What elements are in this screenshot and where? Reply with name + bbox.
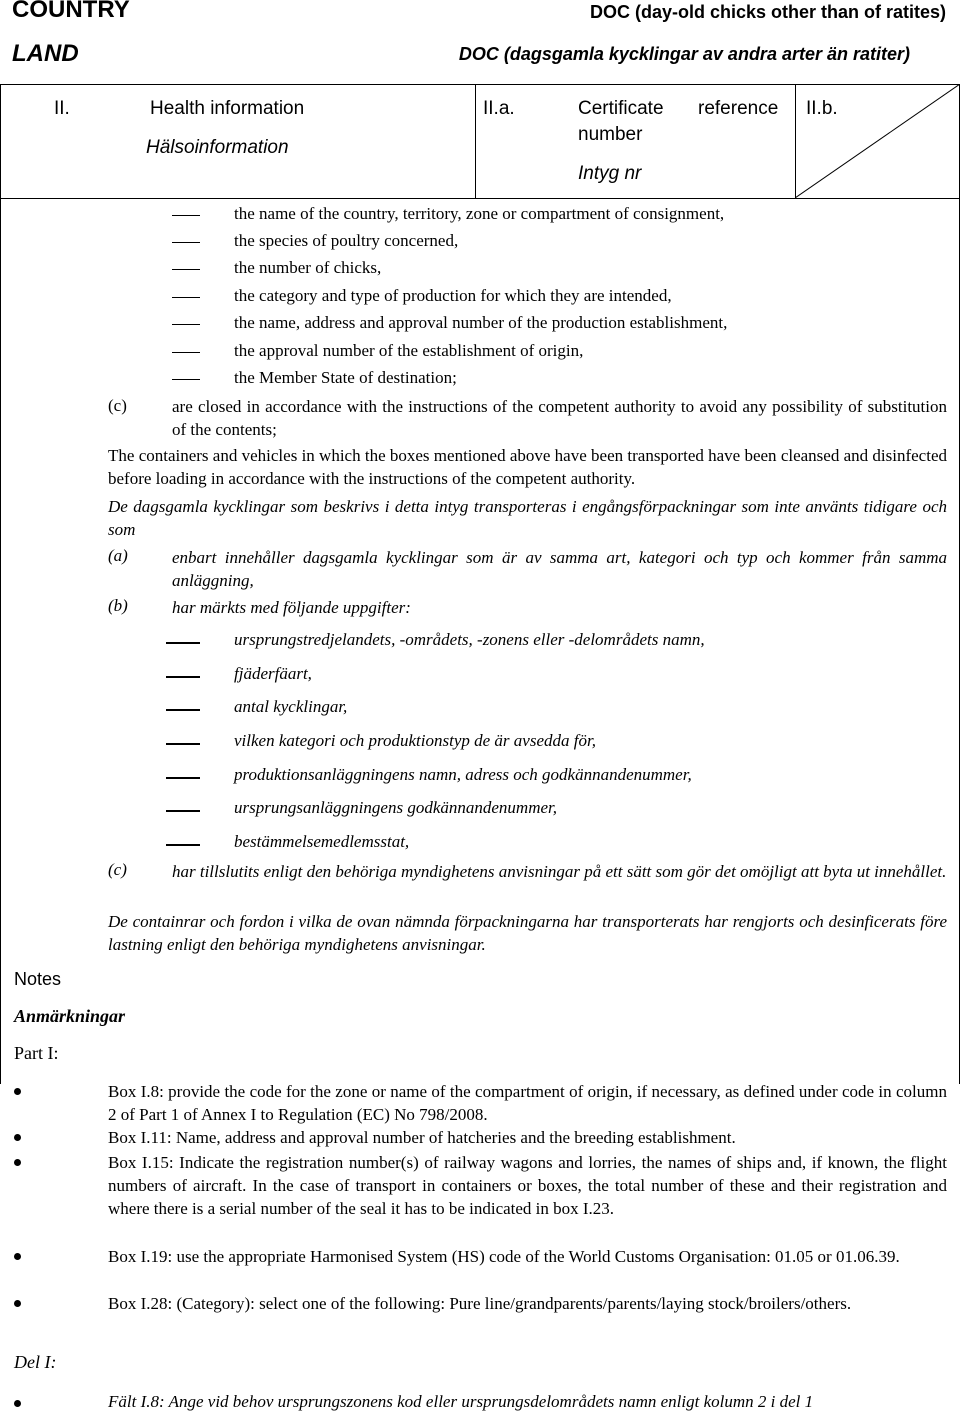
list-item: Box I.11: Name, address and approval number of hatcheries and the breeding establishment.: [108, 1128, 736, 1147]
health-section-label: Health information: [150, 98, 305, 119]
dash-icon: [172, 269, 200, 270]
notes-title: Notes: [14, 969, 62, 989]
list-item: the category and type of production for which they are intended,: [0, 286, 960, 308]
bullet-icon: [14, 1300, 21, 1307]
en-containers-paragraph: The containers and vehicles in which the boxes mentioned above have been transported have been cleansed and disinfected before loading in accordance with the instructions of the competent authority.: [108, 446, 947, 488]
section-b-number: II.b.: [806, 98, 838, 119]
land-label: LAND: [12, 40, 79, 67]
dash-icon: [172, 379, 200, 380]
sv-a-text: enbart innehåller dagsgamla kycklingar som är av samma art, kategori och typ och kommer från samma anläggning,: [172, 548, 947, 590]
list-item: ursprungsanläggningens godkännandenummer,: [0, 798, 960, 820]
dash-icon: [172, 215, 200, 216]
bullet-icon: [14, 1088, 21, 1095]
list-item: the species of poultry concerned,: [0, 231, 960, 253]
dash-icon: [166, 777, 200, 779]
doc-title: DOC (day-old chicks other than of ratites): [589, 2, 946, 22]
bullet-icon: [14, 1253, 21, 1260]
table-bottom-border: [0, 198, 960, 199]
list-item: the name, address and approval number of the production establishment,: [0, 313, 960, 335]
dash-icon: [166, 676, 200, 678]
cert-section-number: II.a.: [483, 98, 515, 119]
en-c-text: are closed in accordance with the instructions of the competent authority to avoid any possibility of substitution of the contents;: [172, 397, 947, 439]
list-item: Box I.15: Indicate the registration number(s) of railway wagons and lorries, the names of ships and, if known, the flight numbers of aircraft. In the case of transport in containers or boxes, the total number of these and their registration and where there is a serial number of the seal it has to be indicated in box I.23.: [108, 1153, 947, 1218]
list-item: the Member State of destination;: [0, 368, 960, 390]
bullet-icon: [14, 1159, 21, 1166]
sv-b-label: (b): [108, 596, 128, 615]
dash-icon: [172, 242, 200, 243]
sv-c-text: har tillslutits enligt den behöriga myndighetens anvisningar på ett sätt som gör det omöjligt att byta ut innehållet.: [172, 862, 947, 881]
sv-a-label: (a): [108, 546, 128, 565]
list-item: the approval number of the establishment of origin,: [0, 341, 960, 363]
bullet-icon: [14, 1400, 21, 1407]
dash-icon: [166, 810, 200, 812]
en-c-label: (c): [108, 396, 127, 415]
sv-bullet-text: Fält I.8: Ange vid behov ursprungszonens kod eller ursprungsdelområdets namn enligt kolumn 2 i del 1: [108, 1392, 814, 1411]
list-item: produktionsanläggningens namn, adress och godkännandenummer,: [0, 765, 960, 787]
cert-label-sv: Intyg nr: [578, 163, 642, 184]
list-item: the name of the country, territory, zone or compartment of consignment,: [0, 204, 960, 226]
list-item: ursprungstredjelandets, -områdets, -zonens eller -delområdets namn,: [0, 630, 960, 652]
notes-title-sv: Anmärkningar: [14, 1006, 126, 1026]
del-1-label: Del I:: [14, 1352, 57, 1372]
country-label: COUNTRY: [12, 0, 130, 23]
dash-icon: [166, 844, 200, 846]
cert-label-certificate: Certificate: [578, 98, 664, 119]
dash-icon: [172, 352, 200, 353]
sv-intro-paragraph: De dagsgamla kycklingar som beskrivs i detta intyg transporteras i engångsförpackningar som inte använts tidigare och som: [108, 497, 947, 539]
part-1-label: Part I:: [14, 1043, 59, 1063]
list-item: the number of chicks,: [0, 258, 960, 280]
dash-icon: [166, 743, 200, 745]
health-section-label-sv: Hälsoinformation: [146, 137, 289, 158]
doc-title-sv: DOC (dagsgamla kycklingar av andra arter än ratiter): [458, 44, 910, 64]
cert-label-number: number: [578, 124, 643, 145]
dash-icon: [166, 709, 200, 711]
list-item: Box I.19: use the appropriate Harmonised System (HS) code of the World Customs Organisation: 01.05 or 01.06.39.: [108, 1247, 900, 1266]
dash-icon: [172, 324, 200, 325]
list-item: vilken kategori och produktionstyp de är avsedda för,: [0, 731, 960, 753]
sv-containers-paragraph: De containrar och fordon i vilka de ovan nämnda förpackningarna har transporterats har rengjorts och desinficerats före lastning enligt den behöriga myndighetens anvisningar.: [108, 912, 947, 954]
dash-icon: [172, 297, 200, 298]
bullet-icon: [14, 1134, 21, 1141]
list-item: bestämmelsemedlemsstat,: [0, 832, 960, 854]
list-item: Box I.28: (Category): select one of the following: Pure line/grandparents/parents/laying stock/broilers/others.: [108, 1294, 852, 1313]
sv-c-label: (c): [108, 860, 127, 879]
dash-icon: [166, 642, 200, 644]
list-item: fjäderfäart,: [0, 664, 960, 686]
list-item: Box I.8: provide the code for the zone or name of the compartment of origin, if necessary, as defined under code in column 2 of Part 1 of Annex I to Regulation (EC) No 798/2008.: [108, 1082, 947, 1124]
health-section-number: II.: [54, 98, 70, 119]
sv-b-text: har märkts med följande uppgifter:: [172, 598, 411, 617]
list-item: antal kycklingar,: [0, 697, 960, 719]
table-divider-1: [475, 84, 476, 198]
cert-label-reference: reference: [698, 98, 779, 119]
